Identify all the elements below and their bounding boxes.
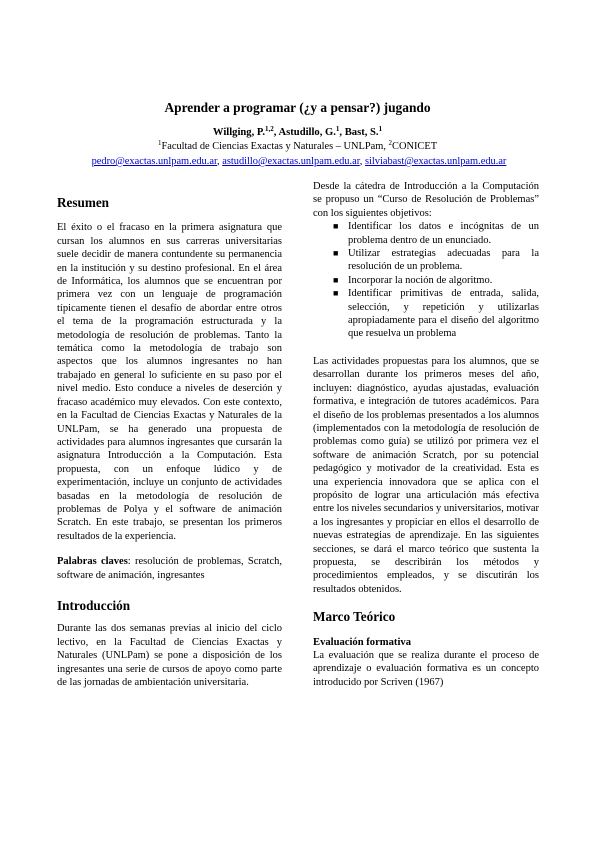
keywords-paragraph xyxy=(57,555,282,582)
right-column xyxy=(313,180,539,689)
author-name: Bast, S. xyxy=(344,127,379,138)
marco-teorico-heading: Marco Teórico xyxy=(313,609,396,625)
author-affiliation-mark: 1,2 xyxy=(265,125,274,133)
intro-heading: Introducción xyxy=(57,597,131,613)
author-list xyxy=(0,127,595,138)
author-separator: , xyxy=(339,127,345,138)
objective-item xyxy=(313,247,539,274)
resumen-paragraph: El éxito o el fracaso en la primera asignatura que cursan los alumnos en sus carreras universitarias suele decidir de manera contundente su permanencia en la institución y su destino profesional. En el área de Informática, los alumnos que se encuentran por primera vez con un lenguaje de programación típicamente tienen el desafío de abordar entre otros el tema de la programación estructurada y la metodología de resolución de problemas. Tanto la temática como la metodología de trabajo son aspectos que los alumnos ingresantes no han trabajado en general lo suficiente en su paso por el nivel medio. Esto conduce a niveles de deserción y fracaso académico muy elevados. Con este contexto, en la Facultad de Ciencias Exactas y Naturales de la UNLPam, se ha generado una propuesta de actividades para alumnos ingresantes que cursarán la asignatura Introducción a la Computación. Esta propuesta, con un enfoque lúdico y de experimentación, incluye un conjunto de actividades basadas en la metodología de resolución de problemas de Polya y el software de animación Scratch. En este trabajo, se presentan los primeros resultados de la experiencia. xyxy=(57,222,282,542)
bullet-icon: ■ xyxy=(333,288,339,299)
email-link[interactable]: pedro@exactas.unlpam.edu.ar xyxy=(91,156,217,167)
affiliation-text: CONICET xyxy=(392,141,438,152)
email-link[interactable]: astudillo@exactas.unlpam.edu.ar xyxy=(222,156,360,167)
evaluacion-paragraph: La evaluación que se realiza durante el proceso de aprendizaje o evaluación formativa es un concepto introducido por Scriven (1967) xyxy=(313,650,539,688)
affiliation-text: Facultad de Ciencias Exactas y Naturales – UNLPam, xyxy=(161,141,389,152)
email-link[interactable]: silviabast@exactas.unlpam.edu.ar xyxy=(364,156,507,167)
objective-text: Incorporar la noción de algoritmo. xyxy=(348,274,493,286)
keywords-label: Palabras claves xyxy=(57,556,128,568)
author-separator: , xyxy=(273,127,279,138)
left-column xyxy=(57,180,282,689)
evaluacion-formativa-heading: Evaluación formativa xyxy=(313,636,411,648)
intro-paragraph: Durante las dos semanas previas al inicio del ciclo lectivo, en la Facultad de Ciencias Exactas y Naturales (UNLPam) se pone a disposición de los ingresantes una serie de cursos de apoyo como parte de las jornadas de ambientación universitaria. xyxy=(57,623,282,688)
objectives-list xyxy=(313,220,539,341)
objective-text: Identificar primitivas de entrada, salida, selección, y repetición y utilizarlas apropiadamente para el diseño del algoritmo que resuelva un problema xyxy=(348,288,539,340)
objective-text: Utilizar estrategias adecuadas para la resolución de un problema. xyxy=(348,248,539,273)
activities-paragraph: Las actividades propuestas para los alumnos, que se desarrollan durante los primeros meses del año, incluyen: diagnóstico, ayudas ajustadas, evaluación formativa, e integración de tutores académicos. Para el diseño de los problemas presentados a los alumnos (implementados con la metodología de resolución de problemas como guía) se utilizó por primera vez el software de animación Scratch, por su potencial pedagógico y motivador de la creatividad. Esta es una experiencia innovadora que se aplica con el propósito de lograr una articulación más efectiva entre los niveles secundarios y universitarios, motivar a los ingresantes y propiciar en ellos el desarrollo de nuevas estrategias de aprendizaje. En las siguientes secciones, se dará el marco teórico que sustenta la propuesta, se describirán los métodos y procedimientos empleados, y se discutirán los resultados obtenidos. xyxy=(313,355,539,595)
objective-item xyxy=(313,287,539,341)
author-name: Willging, P. xyxy=(212,127,266,138)
intro-continuation: Desde la cátedra de Introducción a la Computación se propuso un “Curso de Resolución de Problemas” con los siguientes objetivos: xyxy=(313,181,539,219)
author-affiliation-mark: 1 xyxy=(378,125,383,133)
paper-title: Aprender a programar (¿y a pensar?) jugando xyxy=(164,100,431,115)
affiliation-mark: 1 xyxy=(157,139,162,147)
bullet-icon: ■ xyxy=(333,274,339,285)
resumen-heading: Resumen xyxy=(57,195,110,210)
affiliations xyxy=(0,141,595,152)
bullet-icon: ■ xyxy=(333,248,339,259)
author-name: Astudillo, G. xyxy=(278,127,336,138)
keywords-text: : resolución de problemas, Scratch, software de animación, ingresantes xyxy=(57,556,282,581)
author-affiliation-mark: 1 xyxy=(335,125,340,133)
objective-item xyxy=(313,274,539,287)
bullet-icon: ■ xyxy=(333,221,339,232)
objective-item xyxy=(313,220,539,247)
email-list: pedro@exactas.unlpam.edu.ar, astudillo@exactas.unlpam.edu.ar, silviabast@exactas.unlpam.edu.ar xyxy=(91,156,507,167)
objective-text: Identificar los datos e incógnitas de un problema dentro de un enunciado. xyxy=(348,221,539,246)
affiliation-mark: 2 xyxy=(388,139,393,147)
